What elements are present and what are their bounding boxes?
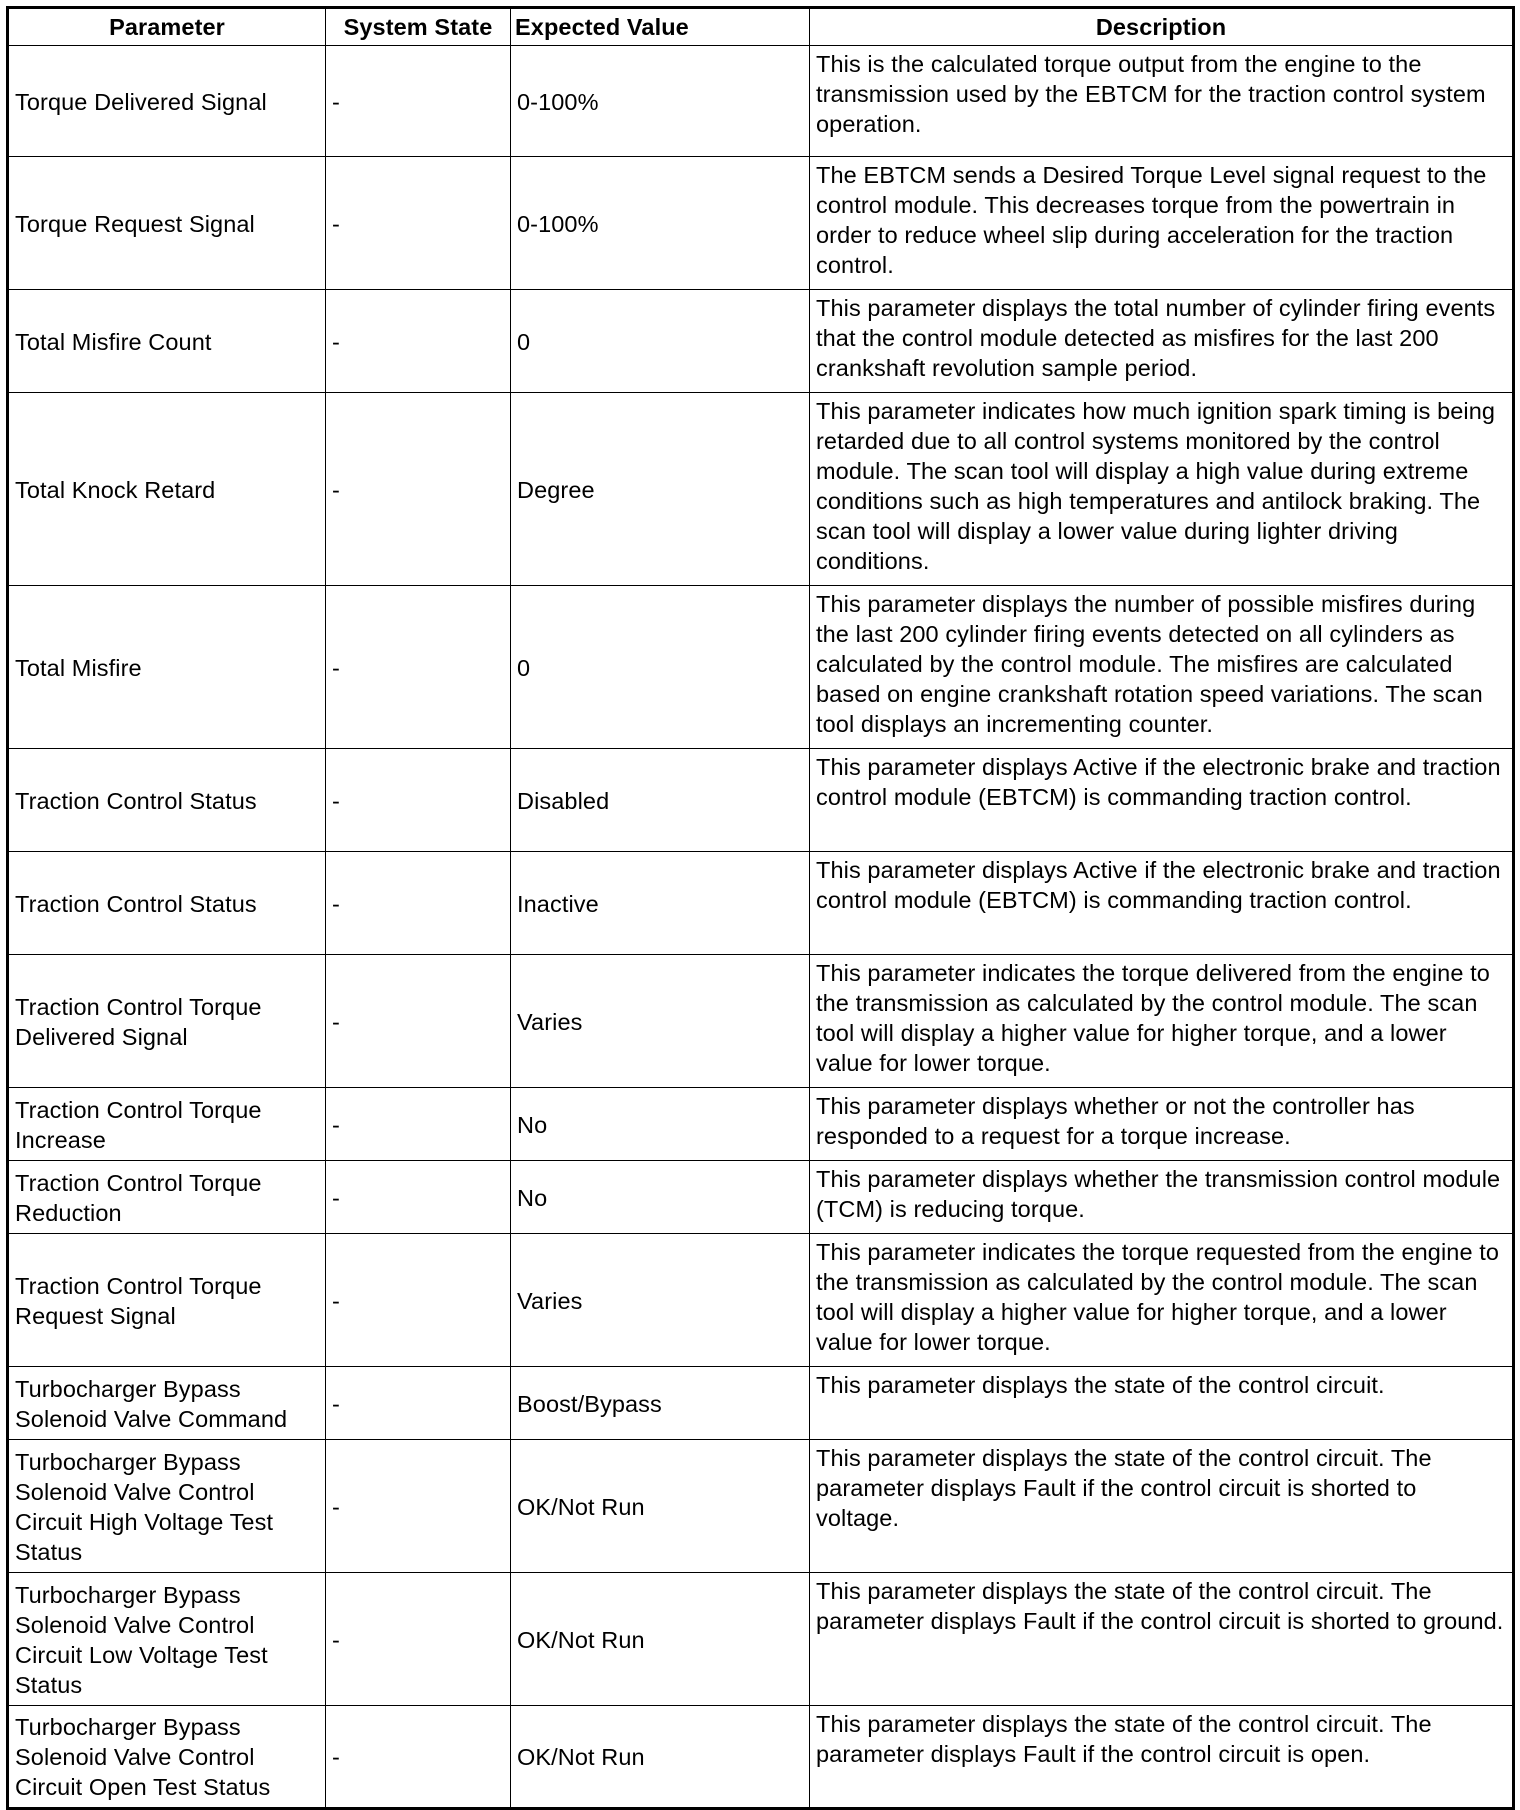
description-cell: This parameter indicates the torque delivered from the engine to the transmission as calculated by the control module. The scan tool will display a higher value for higher torque, and a lower value for lower torque. bbox=[810, 955, 1514, 1088]
table-header bbox=[8, 8, 1514, 46]
description-cell: This parameter displays the state of the control circuit. The parameter displays Fault if the control circuit is shorted to voltage. bbox=[810, 1440, 1514, 1573]
parameter-cell: Traction Control Torque Increase bbox=[8, 1088, 326, 1161]
table-row bbox=[8, 1088, 1514, 1161]
parameter-cell: Turbocharger Bypass Solenoid Valve Control Circuit Open Test Status bbox=[8, 1706, 326, 1809]
description-cell: This parameter displays whether the transmission control module (TCM) is reducing torque. bbox=[810, 1161, 1514, 1234]
table-row bbox=[8, 852, 1514, 955]
table-row bbox=[8, 1706, 1514, 1809]
parameter-cell: Turbocharger Bypass Solenoid Valve Control Circuit Low Voltage Test Status bbox=[8, 1573, 326, 1706]
header-row bbox=[8, 8, 1514, 46]
description-cell: This parameter displays the total number of cylinder firing events that the control module detected as misfires for the last 200 crankshaft revolution sample period. bbox=[810, 290, 1514, 393]
system-state-cell: - bbox=[326, 1234, 511, 1367]
expected-value-cell: No bbox=[511, 1161, 810, 1234]
parameter-cell: Traction Control Torque Reduction bbox=[8, 1161, 326, 1234]
table-row bbox=[8, 1161, 1514, 1234]
system-state-cell: - bbox=[326, 1367, 511, 1440]
system-state-cell: - bbox=[326, 393, 511, 586]
parameter-cell: Traction Control Status bbox=[8, 852, 326, 955]
expected-value-cell: OK/Not Run bbox=[511, 1573, 810, 1706]
expected-value-cell: 0-100% bbox=[511, 157, 810, 290]
parameter-cell: Total Misfire bbox=[8, 586, 326, 749]
expected-value-cell: Degree bbox=[511, 393, 810, 586]
expected-value-cell: 0 bbox=[511, 586, 810, 749]
system-state-cell: - bbox=[326, 1706, 511, 1809]
expected-value-cell: No bbox=[511, 1088, 810, 1161]
table-row bbox=[8, 46, 1514, 157]
table-row bbox=[8, 290, 1514, 393]
description-cell: The EBTCM sends a Desired Torque Level signal request to the control module. This decreases torque from the powertrain in order to reduce wheel slip during acceleration for the traction control. bbox=[810, 157, 1514, 290]
system-state-cell: - bbox=[326, 586, 511, 749]
header-parameter: Parameter bbox=[8, 8, 326, 46]
description-cell: This parameter displays Active if the electronic brake and traction control module (EBTCM) is commanding traction control. bbox=[810, 749, 1514, 852]
table-row bbox=[8, 157, 1514, 290]
system-state-cell: - bbox=[326, 955, 511, 1088]
description-cell: This parameter displays whether or not the controller has responded to a request for a torque increase. bbox=[810, 1088, 1514, 1161]
description-cell: This parameter displays the state of the control circuit. The parameter displays Fault if the control circuit is open. bbox=[810, 1706, 1514, 1809]
parameter-cell: Turbocharger Bypass Solenoid Valve Control Circuit High Voltage Test Status bbox=[8, 1440, 326, 1573]
system-state-cell: - bbox=[326, 157, 511, 290]
parameter-cell: Turbocharger Bypass Solenoid Valve Command bbox=[8, 1367, 326, 1440]
system-state-cell: - bbox=[326, 290, 511, 393]
table-body bbox=[8, 46, 1514, 1809]
table-row bbox=[8, 586, 1514, 749]
parameter-table bbox=[6, 6, 1515, 1810]
expected-value-cell: Disabled bbox=[511, 749, 810, 852]
system-state-cell: - bbox=[326, 1088, 511, 1161]
table-row bbox=[8, 749, 1514, 852]
expected-value-cell: Varies bbox=[511, 1234, 810, 1367]
description-cell: This parameter displays the number of possible misfires during the last 200 cylinder firing events detected on all cylinders as calculated by the control module. The misfires are calculated based on engine crankshaft rotation speed variations. The scan tool displays an incrementing counter. bbox=[810, 586, 1514, 749]
parameter-cell: Torque Request Signal bbox=[8, 157, 326, 290]
parameter-cell: Traction Control Torque Delivered Signal bbox=[8, 955, 326, 1088]
parameter-cell: Torque Delivered Signal bbox=[8, 46, 326, 157]
system-state-cell: - bbox=[326, 1161, 511, 1234]
table-row bbox=[8, 1573, 1514, 1706]
system-state-cell: - bbox=[326, 852, 511, 955]
description-cell: This parameter displays the state of the control circuit. bbox=[810, 1367, 1514, 1440]
description-cell: This parameter indicates the torque requested from the engine to the transmission as calculated by the control module. The scan tool will display a higher value for higher torque, and a lower value for lower torque. bbox=[810, 1234, 1514, 1367]
expected-value-cell: Boost/Bypass bbox=[511, 1367, 810, 1440]
expected-value-cell: Varies bbox=[511, 955, 810, 1088]
description-cell: This parameter displays Active if the electronic brake and traction control module (EBTCM) is commanding traction control. bbox=[810, 852, 1514, 955]
table-row bbox=[8, 1234, 1514, 1367]
parameter-table-container bbox=[6, 6, 1512, 1810]
parameter-cell: Total Misfire Count bbox=[8, 290, 326, 393]
description-cell: This is the calculated torque output from the engine to the transmission used by the EBTCM for the traction control system operation. bbox=[810, 46, 1514, 157]
header-system-state: System State bbox=[326, 8, 511, 46]
table-row bbox=[8, 1440, 1514, 1573]
parameter-cell: Total Knock Retard bbox=[8, 393, 326, 586]
header-description: Description bbox=[810, 8, 1514, 46]
system-state-cell: - bbox=[326, 46, 511, 157]
expected-value-cell: 0-100% bbox=[511, 46, 810, 157]
expected-value-cell: 0 bbox=[511, 290, 810, 393]
system-state-cell: - bbox=[326, 749, 511, 852]
parameter-cell: Traction Control Status bbox=[8, 749, 326, 852]
system-state-cell: - bbox=[326, 1573, 511, 1706]
header-expected-value: Expected Value bbox=[511, 8, 810, 46]
table-row bbox=[8, 955, 1514, 1088]
parameter-cell: Traction Control Torque Request Signal bbox=[8, 1234, 326, 1367]
description-cell: This parameter displays the state of the control circuit. The parameter displays Fault if the control circuit is shorted to ground. bbox=[810, 1573, 1514, 1706]
table-row bbox=[8, 393, 1514, 586]
expected-value-cell: OK/Not Run bbox=[511, 1706, 810, 1809]
expected-value-cell: OK/Not Run bbox=[511, 1440, 810, 1573]
description-cell: This parameter indicates how much ignition spark timing is being retarded due to all control systems monitored by the control module. The scan tool will display a high value during extreme conditions such as high temperatures and antilock braking. The scan tool will display a lower value during lighter driving conditions. bbox=[810, 393, 1514, 586]
system-state-cell: - bbox=[326, 1440, 511, 1573]
table-row bbox=[8, 1367, 1514, 1440]
expected-value-cell: Inactive bbox=[511, 852, 810, 955]
